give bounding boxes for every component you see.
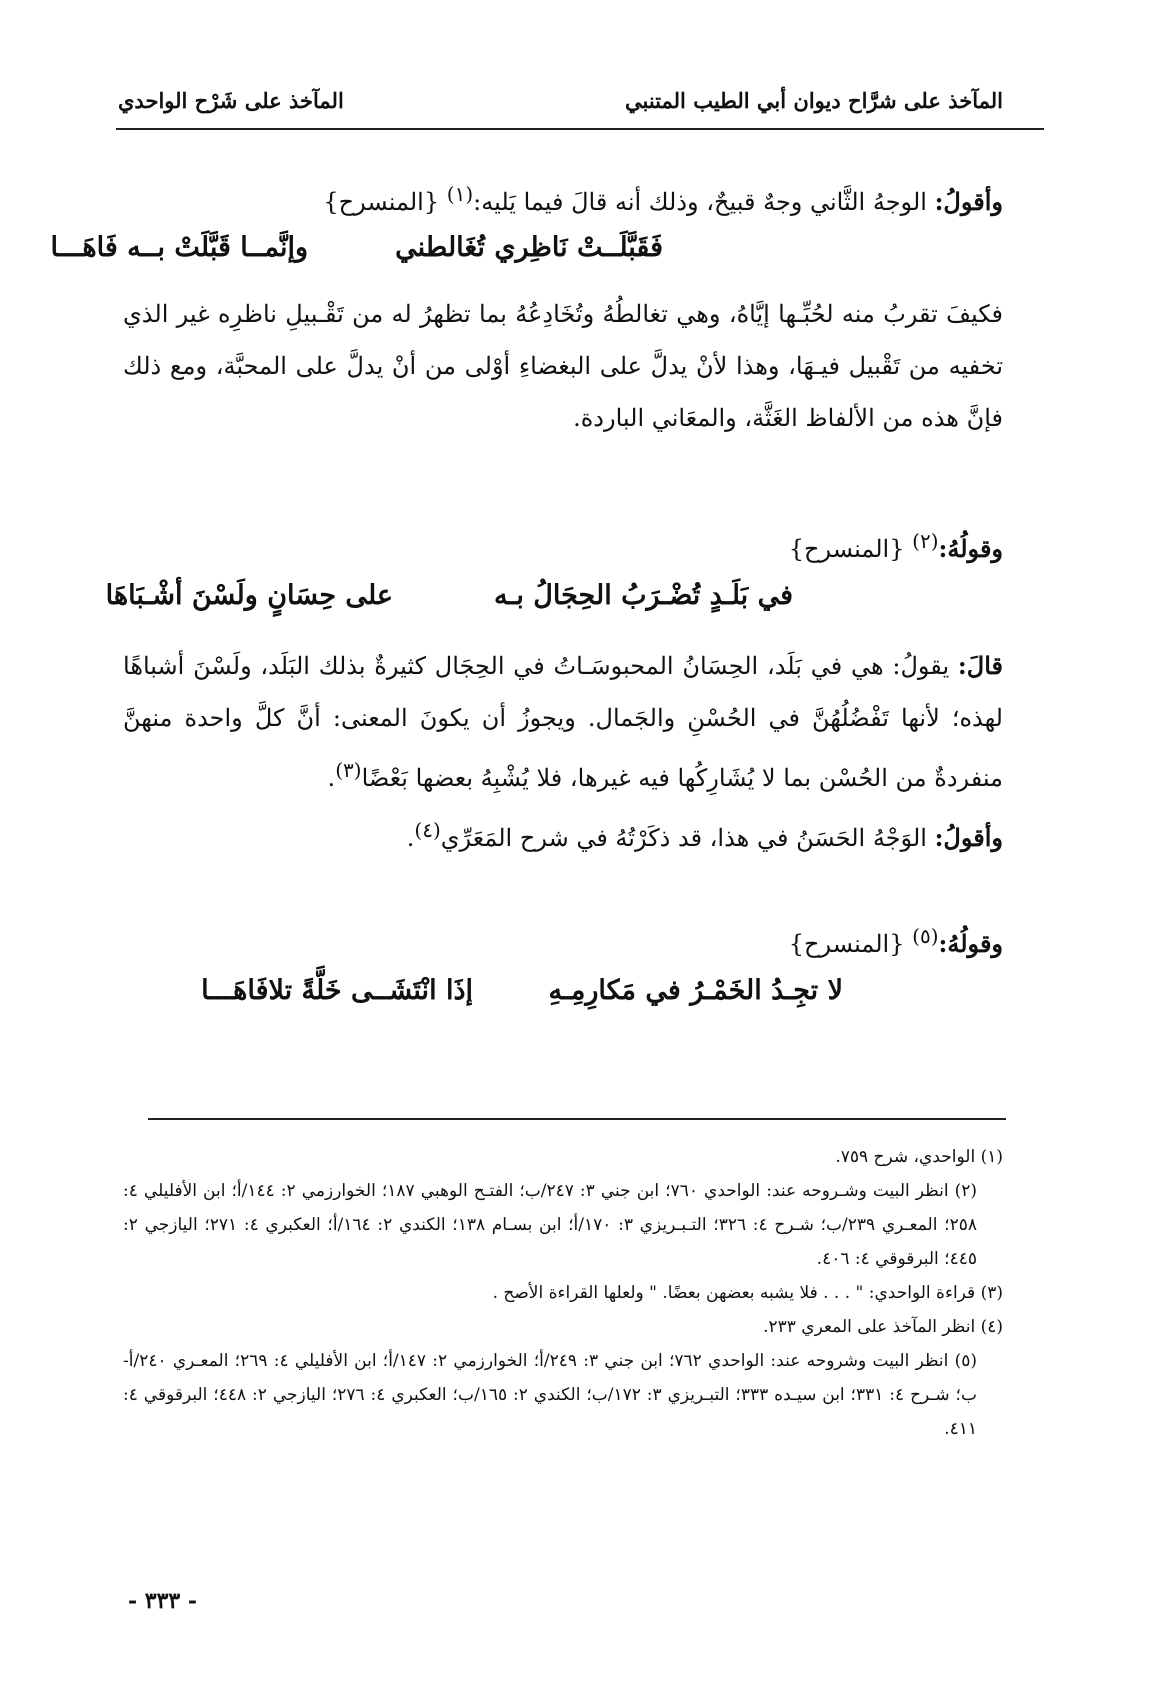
- section-1-lead: وأقولُ:: [934, 187, 1003, 216]
- section-2-heading-line: [123, 515, 1003, 575]
- footnote-ref-5: (٥): [912, 924, 939, 948]
- footnote-ref-4: (٤): [414, 818, 441, 842]
- section-1-intro-text: الوجهُ الثَّاني وجهٌ قبيحٌ، وذلك أنه قالَ فيما يَليه:: [473, 188, 935, 216]
- section-1-paragraph: فكيفَ تقربُ منه لحُبِّـها إيَّاهُ، وهي تغالطُهُ وتُخَادِعُهُ بما تظهرُ له من تَقْـبيلِ ناظرِه غير الذي تخفيه من تَقْبيل فيـهَا، وهذا لأنْ يدلَّ على البغضاءِ أوْلى من أنْ يدلَّ على المحبَّة، ومع ذلك فإنَّ هذه من الألفاظ الغَثَّة، والمعَاني الباردة.: [123, 300, 1003, 432]
- section-2-paragraph: [123, 640, 1003, 804]
- footnote-5: (٥) انظر البيت وشروحه عند: الواحدي ٧٦٢؛ ابن جني ٣: ٢٤٩/أ؛ الخوارزمي ٢: ١٤٧/أ؛ ابن الأفليلي ٤: ٢٦٩؛ المعـري ٢٤٠/أ- ب؛ شـرح ٤: ٣٣١؛ ابن سيـده ٣٣٣؛ التبـريزي ٣: ١٧٢/ب؛ الكندي ٢: ١٦٥/ب؛ العكبري ٤: ٢٧٦؛ اليازجي ٢: ٤٤٨؛ البرقوقي ٤: ٤١١.: [123, 1351, 977, 1439]
- reply-lead: وأقولُ:: [934, 823, 1003, 852]
- verse-2-first-hemistich: في بَلَـدٍ تُضْـرَبُ الحِجَالُ بـه: [493, 580, 793, 611]
- section-2-meter: {المنسرح}: [788, 535, 913, 563]
- verse-3-second-hemistich: إذَا انْتَشَــى خَلَّةً تلافَاهَـــا: [201, 975, 473, 1006]
- section-3-heading: [123, 910, 1003, 970]
- section-3-heading-line: [123, 910, 1003, 970]
- running-header-chapter-title: المآخذ على شَرْح الواحدي: [118, 88, 344, 113]
- section-1-commentary: [123, 288, 1003, 444]
- section-2-heading: [123, 515, 1003, 575]
- footnote-2: (٢) انظر البيت وشـروحه عند: الواحدي ٧٦٠؛ ابن جني ٣: ٢٤٧/ب؛ الفتـح الوهبي ١٨٧؛ الخوارزمي ٢: ١٤٤/أ؛ ابن الأفليلي ٤: ٢٥٨؛ المعـري ٢٣٩/ب؛ شـرح ٤: ٣٢٦؛ التـبـريزي ٣: ١٧٠/أ؛ ابن بسـام ١٣٨؛ الكندي ٢: ١٦٤/أ؛ العكبري ٤: ٢٧١؛ اليازجي ٢: ٤٤٥؛ البرقوقي ٤: ٤٠٦.: [123, 1181, 977, 1269]
- verse-2-second-hemistich: على حِسَانٍ ولَسْنَ أشْـبَاهَا: [105, 580, 393, 611]
- header-rule: [116, 128, 1044, 130]
- footnote-4: (٤) انظر المآخذ على المعري ٢٣٣.: [763, 1317, 1003, 1337]
- footnotes: [123, 1140, 1003, 1446]
- section-1-meter: {المنسرح}: [323, 188, 447, 216]
- footnote-ref-3: (٣): [335, 758, 362, 782]
- footnote-ref-2: (٢): [912, 529, 939, 553]
- reply-text: الوَجْهُ الحَسَنُ في هذا، قد ذكَرْتُهُ في شرح المَعَرِّي: [440, 824, 935, 852]
- running-header-book-title: المآخذ على شرَّاح ديوان أبي الطيب المتنبي: [625, 88, 1003, 113]
- footnote-rule: [148, 1118, 1006, 1120]
- section-2-paragraph-end: .: [327, 764, 336, 792]
- verse-3-first-hemistich: لا تجِـدُ الخَمْـرُ في مَكارِمِـهِ: [548, 975, 843, 1006]
- footnote-3: (٣) قراءة الواحدي: " . . . فلا يشبه بعضهن بعضًا. " ولعلها القراءة الأصح .: [492, 1283, 1003, 1303]
- section-2-lead: وقولُهُ:: [938, 534, 1003, 563]
- reply-end: .: [406, 824, 415, 852]
- section-2-paragraph-text: يقولُ: هي في بَلَد، الحِسَانُ المحبوسَـاتُ في الحِجَال كثيرةٌ بذلك البَلَد، ولَسْنَ أشباهًا لهذه؛ لأنها تَفْضُلُهُنَّ في الحُسْنِ والجَمال. ويجوزُ أن يكونَ المعنى: أنَّ كلَّ واحدة منهنَّ منفردةٌ من الحُسْن بما لا يُشَارِكُها فيه غيرها، فلا يُشْبِهُ بعضها بَعْضًا: [123, 652, 1003, 792]
- section-1-intro: [123, 168, 1003, 228]
- verse-1-first-hemistich: فَقَبَّلَــتْ نَاظِري تُغَالطني: [395, 232, 663, 263]
- qala-lead: قالَ:: [957, 651, 1003, 680]
- verse-1-second-hemistich: وإنَّمــا قَبَّلَتْ بــه فَاهَـــا: [50, 232, 308, 263]
- section-2-reply: [123, 804, 1003, 864]
- page-number: - ٣٣٣ -: [128, 1588, 198, 1614]
- footnote-ref-1: (١): [446, 182, 474, 206]
- footnote-1: (١) الواحدي، شرح ٧٥٩.: [835, 1147, 1003, 1167]
- section-3-meter: {المنسرح}: [788, 930, 913, 958]
- section-3-lead: وقولُهُ:: [938, 929, 1003, 958]
- section-1-intro-line: [123, 168, 1003, 228]
- section-2-commentary: [123, 640, 1003, 864]
